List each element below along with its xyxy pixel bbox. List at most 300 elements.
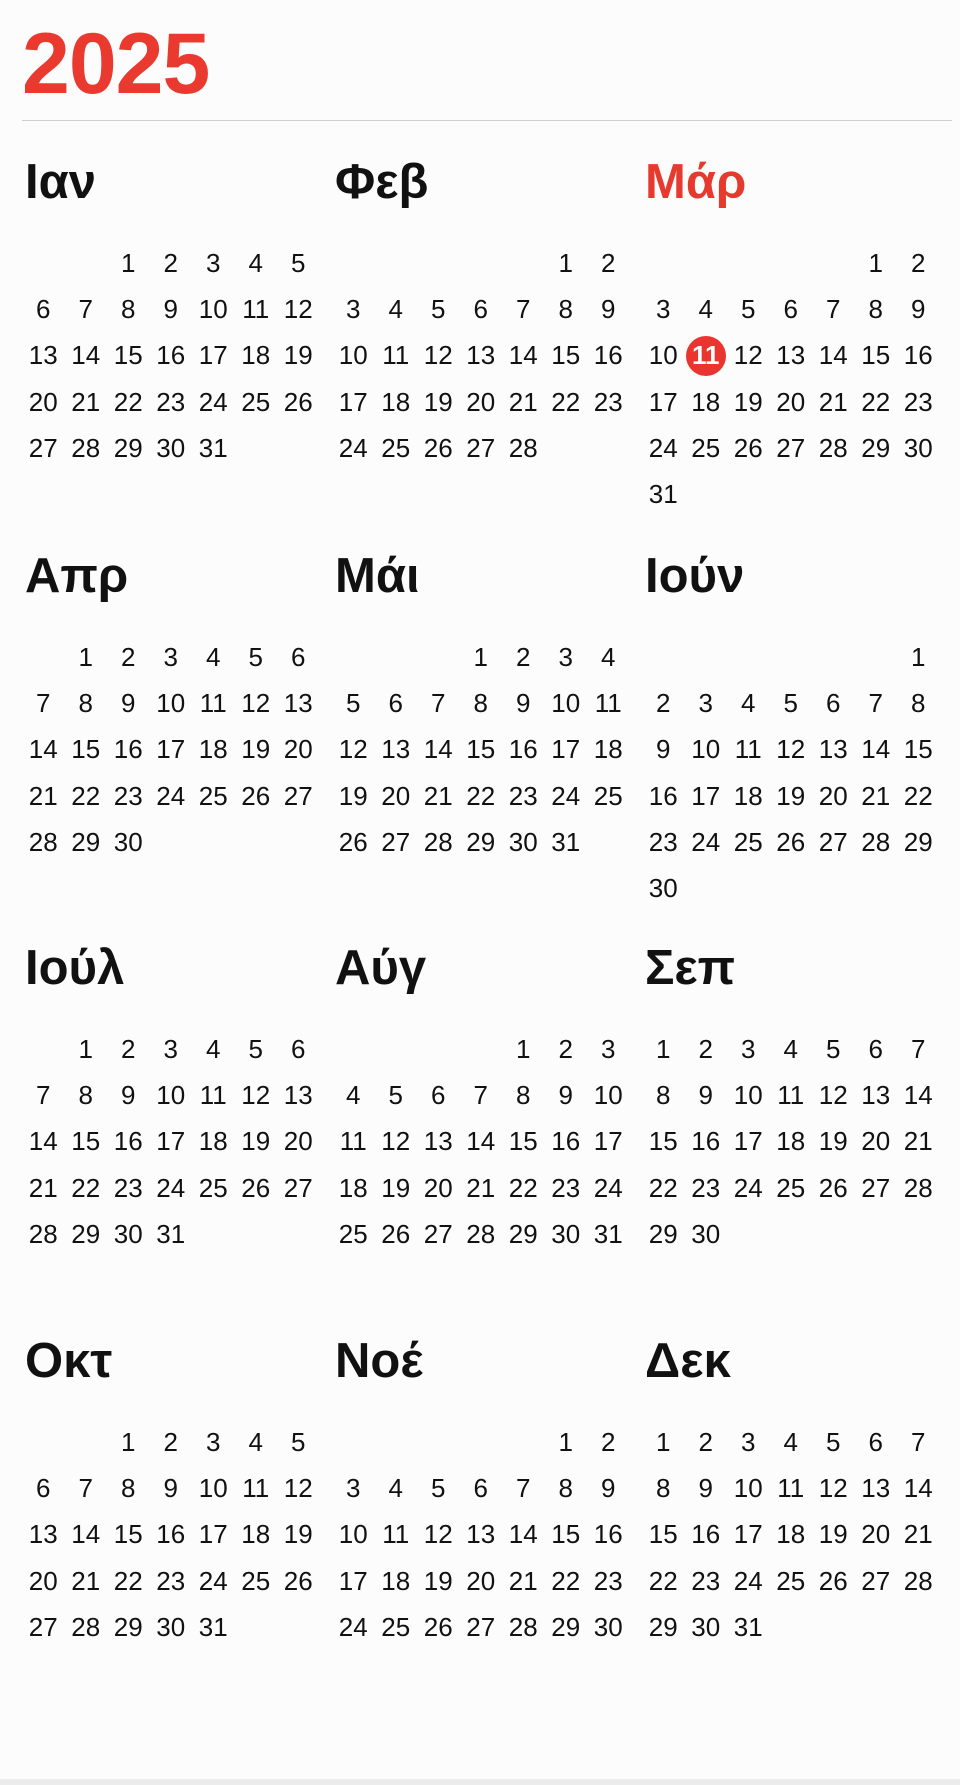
day-cell[interactable] — [417, 1211, 460, 1257]
day-cell[interactable] — [417, 1072, 460, 1118]
day-cell[interactable] — [812, 727, 855, 773]
day-cell[interactable] — [375, 773, 418, 819]
day-cell[interactable] — [502, 1465, 545, 1511]
day-cell[interactable] — [417, 333, 460, 379]
day-cell[interactable] — [812, 1119, 855, 1165]
day-cell[interactable] — [855, 773, 898, 819]
day-cell[interactable] — [545, 1512, 588, 1558]
day-cell[interactable] — [855, 1165, 898, 1211]
day-cell[interactable] — [587, 1165, 630, 1211]
day-cell[interactable] — [460, 773, 503, 819]
day-cell[interactable] — [642, 1026, 685, 1072]
day-cell[interactable] — [855, 240, 898, 286]
day-cell[interactable] — [22, 1512, 65, 1558]
day-cell[interactable] — [545, 819, 588, 865]
day-cell[interactable] — [855, 333, 898, 379]
day-cell[interactable] — [150, 379, 193, 425]
day-cell[interactable] — [812, 1512, 855, 1558]
day-cell[interactable] — [277, 1072, 320, 1118]
day-cell[interactable] — [812, 425, 855, 471]
day-cell[interactable] — [107, 1465, 150, 1511]
day-cell[interactable] — [277, 333, 320, 379]
day-cell[interactable] — [897, 1119, 940, 1165]
day-cell[interactable] — [897, 333, 940, 379]
day-cell[interactable] — [502, 819, 545, 865]
day-cell[interactable] — [587, 1512, 630, 1558]
day-cell[interactable] — [417, 1119, 460, 1165]
day-cell[interactable] — [460, 425, 503, 471]
day-cell[interactable] — [332, 379, 375, 425]
day-cell[interactable] — [150, 1165, 193, 1211]
day-cell[interactable] — [65, 1165, 108, 1211]
day-cell[interactable] — [107, 727, 150, 773]
day-cell[interactable] — [545, 1419, 588, 1465]
day-cell[interactable] — [332, 1072, 375, 1118]
day-cell[interactable] — [897, 819, 940, 865]
day-cell[interactable] — [812, 1072, 855, 1118]
day-cell[interactable] — [502, 1558, 545, 1604]
day-cell[interactable] — [897, 1465, 940, 1511]
day-cell[interactable] — [22, 379, 65, 425]
day-cell[interactable] — [332, 425, 375, 471]
day-cell[interactable] — [417, 1165, 460, 1211]
day-cell[interactable] — [192, 1512, 235, 1558]
day-cell[interactable] — [855, 425, 898, 471]
day-cell[interactable] — [642, 379, 685, 425]
month-block[interactable] — [332, 1331, 632, 1650]
day-cell[interactable] — [332, 1211, 375, 1257]
day-cell[interactable] — [65, 425, 108, 471]
day-cell[interactable] — [770, 1165, 813, 1211]
day-cell[interactable] — [685, 1558, 728, 1604]
day-cell[interactable] — [235, 1419, 278, 1465]
day-cell[interactable] — [150, 1558, 193, 1604]
day-cell[interactable] — [460, 819, 503, 865]
day-cell[interactable] — [65, 727, 108, 773]
day-cell[interactable] — [150, 1211, 193, 1257]
day-cell[interactable] — [107, 286, 150, 332]
day-cell[interactable] — [587, 1026, 630, 1072]
day-cell[interactable] — [770, 1119, 813, 1165]
day-cell[interactable] — [460, 1604, 503, 1650]
day-cell[interactable] — [770, 286, 813, 332]
day-cell[interactable] — [897, 240, 940, 286]
day-cell[interactable] — [587, 379, 630, 425]
day-cell[interactable] — [502, 1512, 545, 1558]
day-cell[interactable] — [502, 727, 545, 773]
day-cell[interactable] — [855, 1072, 898, 1118]
day-cell[interactable] — [65, 286, 108, 332]
day-cell[interactable] — [727, 1119, 770, 1165]
day-cell[interactable] — [587, 1072, 630, 1118]
day-cell[interactable] — [192, 1465, 235, 1511]
day-cell[interactable] — [727, 286, 770, 332]
day-cell[interactable] — [545, 379, 588, 425]
day-cell[interactable] — [107, 773, 150, 819]
day-cell[interactable] — [897, 773, 940, 819]
day-cell[interactable] — [502, 379, 545, 425]
day-cell[interactable] — [22, 1465, 65, 1511]
day-cell[interactable] — [727, 727, 770, 773]
day-cell[interactable] — [150, 425, 193, 471]
day-cell[interactable] — [587, 773, 630, 819]
day-cell[interactable] — [417, 819, 460, 865]
day-cell[interactable] — [150, 240, 193, 286]
day-cell[interactable] — [897, 1026, 940, 1072]
day-cell[interactable] — [375, 680, 418, 726]
day-cell[interactable] — [332, 680, 375, 726]
day-cell[interactable] — [587, 1119, 630, 1165]
day-cell[interactable] — [502, 1211, 545, 1257]
day-cell[interactable] — [855, 819, 898, 865]
month-block[interactable] — [22, 1331, 322, 1650]
day-cell[interactable] — [642, 1165, 685, 1211]
day-cell[interactable] — [770, 1026, 813, 1072]
year-title[interactable]: 2025 — [22, 16, 210, 112]
day-cell[interactable] — [460, 1072, 503, 1118]
day-cell[interactable] — [587, 727, 630, 773]
day-cell[interactable] — [235, 634, 278, 680]
day-cell[interactable] — [502, 680, 545, 726]
day-cell[interactable] — [375, 1165, 418, 1211]
day-cell[interactable] — [150, 680, 193, 726]
day-cell[interactable] — [65, 1558, 108, 1604]
day-cell[interactable] — [375, 727, 418, 773]
day-cell[interactable] — [770, 333, 813, 379]
day-cell[interactable] — [277, 1165, 320, 1211]
day-cell[interactable] — [855, 379, 898, 425]
day-cell[interactable] — [332, 1165, 375, 1211]
day-cell[interactable] — [545, 1119, 588, 1165]
day-cell[interactable] — [22, 1119, 65, 1165]
day-cell[interactable] — [897, 634, 940, 680]
day-cell[interactable] — [65, 1465, 108, 1511]
month-block[interactable] — [642, 938, 942, 1257]
day-cell[interactable] — [460, 1165, 503, 1211]
day-cell[interactable] — [587, 680, 630, 726]
day-cell[interactable] — [332, 1465, 375, 1511]
day-cell[interactable] — [417, 425, 460, 471]
day-cell[interactable] — [107, 1119, 150, 1165]
day-cell[interactable] — [545, 1604, 588, 1650]
day-cell[interactable] — [375, 1558, 418, 1604]
day-cell[interactable] — [22, 819, 65, 865]
day-cell[interactable] — [642, 425, 685, 471]
day-cell[interactable] — [277, 727, 320, 773]
day-cell[interactable] — [460, 286, 503, 332]
day-cell[interactable] — [277, 634, 320, 680]
day-cell[interactable] — [545, 333, 588, 379]
day-cell[interactable] — [22, 333, 65, 379]
day-cell[interactable] — [192, 379, 235, 425]
day-cell[interactable] — [22, 1165, 65, 1211]
day-cell[interactable] — [192, 1119, 235, 1165]
day-cell[interactable] — [277, 286, 320, 332]
day-cell[interactable] — [897, 1072, 940, 1118]
day-cell[interactable] — [545, 727, 588, 773]
day-cell[interactable] — [855, 1512, 898, 1558]
day-cell[interactable] — [685, 286, 728, 332]
day-cell[interactable] — [685, 379, 728, 425]
day-cell[interactable] — [460, 1512, 503, 1558]
day-cell[interactable] — [727, 1165, 770, 1211]
day-cell[interactable] — [812, 680, 855, 726]
day-cell[interactable] — [727, 1419, 770, 1465]
day-cell[interactable] — [685, 1026, 728, 1072]
day-cell[interactable] — [277, 1512, 320, 1558]
day-cell[interactable] — [770, 727, 813, 773]
day-cell[interactable] — [107, 1072, 150, 1118]
day-cell[interactable] — [332, 819, 375, 865]
day-cell[interactable] — [685, 819, 728, 865]
day-cell[interactable] — [587, 333, 630, 379]
day-cell[interactable] — [192, 1604, 235, 1650]
day-cell[interactable] — [277, 1558, 320, 1604]
day-cell[interactable] — [545, 1165, 588, 1211]
day-cell[interactable] — [545, 1465, 588, 1511]
day-cell[interactable] — [235, 286, 278, 332]
day-cell[interactable] — [150, 333, 193, 379]
day-cell[interactable] — [460, 634, 503, 680]
day-cell[interactable] — [65, 634, 108, 680]
day-cell[interactable] — [150, 1604, 193, 1650]
day-cell[interactable] — [502, 333, 545, 379]
day-cell[interactable] — [502, 1026, 545, 1072]
day-cell[interactable] — [545, 1558, 588, 1604]
day-cell[interactable] — [812, 1419, 855, 1465]
day-cell[interactable] — [332, 1512, 375, 1558]
day-cell[interactable] — [107, 240, 150, 286]
day-cell[interactable] — [150, 1465, 193, 1511]
day-cell[interactable] — [107, 333, 150, 379]
day-cell[interactable] — [235, 379, 278, 425]
day-cell[interactable] — [642, 680, 685, 726]
day-cell[interactable] — [107, 1419, 150, 1465]
day-cell[interactable] — [812, 286, 855, 332]
day-cell[interactable] — [685, 1604, 728, 1650]
day-cell[interactable] — [545, 773, 588, 819]
day-cell[interactable] — [277, 1119, 320, 1165]
day-cell[interactable] — [727, 1026, 770, 1072]
day-cell[interactable] — [235, 727, 278, 773]
day-cell[interactable] — [685, 1419, 728, 1465]
day-cell[interactable] — [375, 819, 418, 865]
day-cell[interactable] — [375, 425, 418, 471]
day-cell[interactable] — [417, 1512, 460, 1558]
day-cell[interactable] — [642, 1604, 685, 1650]
day-cell[interactable] — [332, 1604, 375, 1650]
day-cell[interactable] — [587, 1419, 630, 1465]
day-cell[interactable] — [642, 865, 685, 911]
day-cell[interactable] — [65, 333, 108, 379]
day-cell[interactable] — [150, 1419, 193, 1465]
day-cell[interactable] — [235, 1465, 278, 1511]
day-cell[interactable] — [65, 1211, 108, 1257]
day-cell[interactable] — [770, 1072, 813, 1118]
day-cell[interactable] — [642, 773, 685, 819]
day-cell[interactable] — [642, 1558, 685, 1604]
day-cell[interactable] — [460, 1465, 503, 1511]
day-cell[interactable] — [235, 773, 278, 819]
day-cell[interactable] — [855, 680, 898, 726]
day-cell[interactable] — [192, 1165, 235, 1211]
day-cell[interactable] — [277, 1026, 320, 1072]
day-cell[interactable] — [277, 773, 320, 819]
day-cell[interactable] — [460, 379, 503, 425]
day-cell[interactable] — [587, 1558, 630, 1604]
day-cell[interactable] — [855, 286, 898, 332]
day-cell[interactable] — [897, 727, 940, 773]
day-cell[interactable] — [545, 680, 588, 726]
day-cell[interactable] — [897, 425, 940, 471]
day-cell[interactable] — [150, 727, 193, 773]
day-cell[interactable] — [685, 1512, 728, 1558]
day-cell[interactable] — [235, 1072, 278, 1118]
day-cell[interactable] — [107, 1512, 150, 1558]
day-cell[interactable] — [107, 634, 150, 680]
day-cell[interactable] — [460, 1211, 503, 1257]
day-cell[interactable] — [770, 1465, 813, 1511]
day-cell[interactable] — [502, 1119, 545, 1165]
day-cell[interactable] — [192, 1558, 235, 1604]
day-cell[interactable] — [150, 1072, 193, 1118]
day-cell[interactable] — [150, 634, 193, 680]
day-cell[interactable] — [192, 286, 235, 332]
day-cell[interactable] — [107, 1558, 150, 1604]
day-cell[interactable] — [417, 286, 460, 332]
day-cell[interactable] — [770, 1512, 813, 1558]
day-cell[interactable] — [332, 727, 375, 773]
day-cell[interactable] — [65, 819, 108, 865]
day-cell[interactable] — [417, 1558, 460, 1604]
month-block[interactable] — [642, 546, 942, 912]
day-cell[interactable] — [417, 379, 460, 425]
day-cell[interactable] — [22, 773, 65, 819]
month-block[interactable] — [22, 152, 322, 471]
day-cell[interactable] — [855, 1119, 898, 1165]
day-cell[interactable] — [277, 1465, 320, 1511]
month-block[interactable] — [22, 546, 322, 865]
day-cell[interactable] — [65, 773, 108, 819]
day-cell[interactable] — [332, 333, 375, 379]
day-cell[interactable] — [685, 1211, 728, 1257]
day-cell[interactable] — [375, 1604, 418, 1650]
day-cell[interactable] — [855, 727, 898, 773]
day-cell[interactable] — [545, 634, 588, 680]
day-cell[interactable] — [685, 1072, 728, 1118]
day-cell[interactable] — [22, 286, 65, 332]
day-cell[interactable] — [192, 425, 235, 471]
day-cell[interactable] — [587, 634, 630, 680]
day-cell[interactable] — [375, 1465, 418, 1511]
day-cell[interactable] — [417, 1465, 460, 1511]
day-cell[interactable] — [235, 333, 278, 379]
day-cell[interactable] — [727, 1072, 770, 1118]
day-cell[interactable] — [770, 379, 813, 425]
day-cell[interactable] — [277, 240, 320, 286]
day-cell[interactable] — [107, 425, 150, 471]
day-cell[interactable] — [375, 1072, 418, 1118]
day-cell[interactable] — [235, 1558, 278, 1604]
day-cell[interactable] — [587, 1211, 630, 1257]
day-cell[interactable] — [65, 379, 108, 425]
day-cell[interactable] — [770, 680, 813, 726]
day-cell[interactable] — [107, 1604, 150, 1650]
day-cell[interactable] — [587, 286, 630, 332]
day-cell[interactable] — [332, 286, 375, 332]
day-cell[interactable] — [65, 1119, 108, 1165]
day-cell[interactable] — [812, 1026, 855, 1072]
day-cell[interactable] — [642, 1211, 685, 1257]
day-cell[interactable] — [587, 1604, 630, 1650]
day-cell[interactable] — [65, 1512, 108, 1558]
day-cell[interactable] — [460, 333, 503, 379]
day-cell[interactable] — [417, 680, 460, 726]
day-cell[interactable] — [642, 1512, 685, 1558]
day-cell[interactable] — [685, 727, 728, 773]
day-cell[interactable] — [332, 773, 375, 819]
day-cell[interactable] — [587, 240, 630, 286]
day-cell[interactable] — [22, 1558, 65, 1604]
day-cell[interactable] — [375, 1211, 418, 1257]
day-cell[interactable] — [502, 425, 545, 471]
day-cell[interactable] — [812, 1465, 855, 1511]
day-cell[interactable] — [150, 1026, 193, 1072]
day-cell[interactable] — [192, 634, 235, 680]
day-cell[interactable] — [65, 680, 108, 726]
month-block[interactable] — [332, 152, 632, 471]
day-cell[interactable] — [192, 1072, 235, 1118]
day-cell[interactable] — [727, 1604, 770, 1650]
day-cell[interactable] — [417, 1604, 460, 1650]
day-cell[interactable] — [235, 1026, 278, 1072]
day-cell[interactable] — [107, 1211, 150, 1257]
day-cell[interactable] — [332, 1558, 375, 1604]
day-cell[interactable] — [375, 1119, 418, 1165]
day-cell[interactable] — [685, 680, 728, 726]
day-cell[interactable] — [770, 425, 813, 471]
day-cell[interactable] — [685, 1119, 728, 1165]
day-cell[interactable] — [235, 1512, 278, 1558]
day-cell[interactable] — [642, 1465, 685, 1511]
day-cell[interactable] — [235, 240, 278, 286]
day-cell[interactable] — [855, 1026, 898, 1072]
day-cell[interactable] — [150, 1119, 193, 1165]
day-cell[interactable] — [727, 680, 770, 726]
day-cell[interactable] — [192, 727, 235, 773]
day-cell[interactable] — [460, 680, 503, 726]
day-cell[interactable] — [502, 1165, 545, 1211]
day-cell[interactable] — [545, 1211, 588, 1257]
day-cell[interactable] — [685, 773, 728, 819]
day-cell[interactable] — [727, 819, 770, 865]
day-cell[interactable] — [770, 819, 813, 865]
day-cell[interactable] — [855, 1558, 898, 1604]
day-cell[interactable] — [192, 1419, 235, 1465]
day-cell[interactable] — [22, 727, 65, 773]
day-cell[interactable] — [22, 1211, 65, 1257]
day-cell[interactable] — [375, 286, 418, 332]
day-cell[interactable] — [812, 1165, 855, 1211]
day-cell[interactable] — [417, 773, 460, 819]
day-cell[interactable] — [235, 680, 278, 726]
day-cell[interactable] — [235, 1119, 278, 1165]
day-cell[interactable] — [502, 1072, 545, 1118]
day-cell[interactable] — [277, 680, 320, 726]
day-cell[interactable] — [855, 1465, 898, 1511]
day-cell[interactable] — [192, 680, 235, 726]
day-cell[interactable] — [812, 1558, 855, 1604]
